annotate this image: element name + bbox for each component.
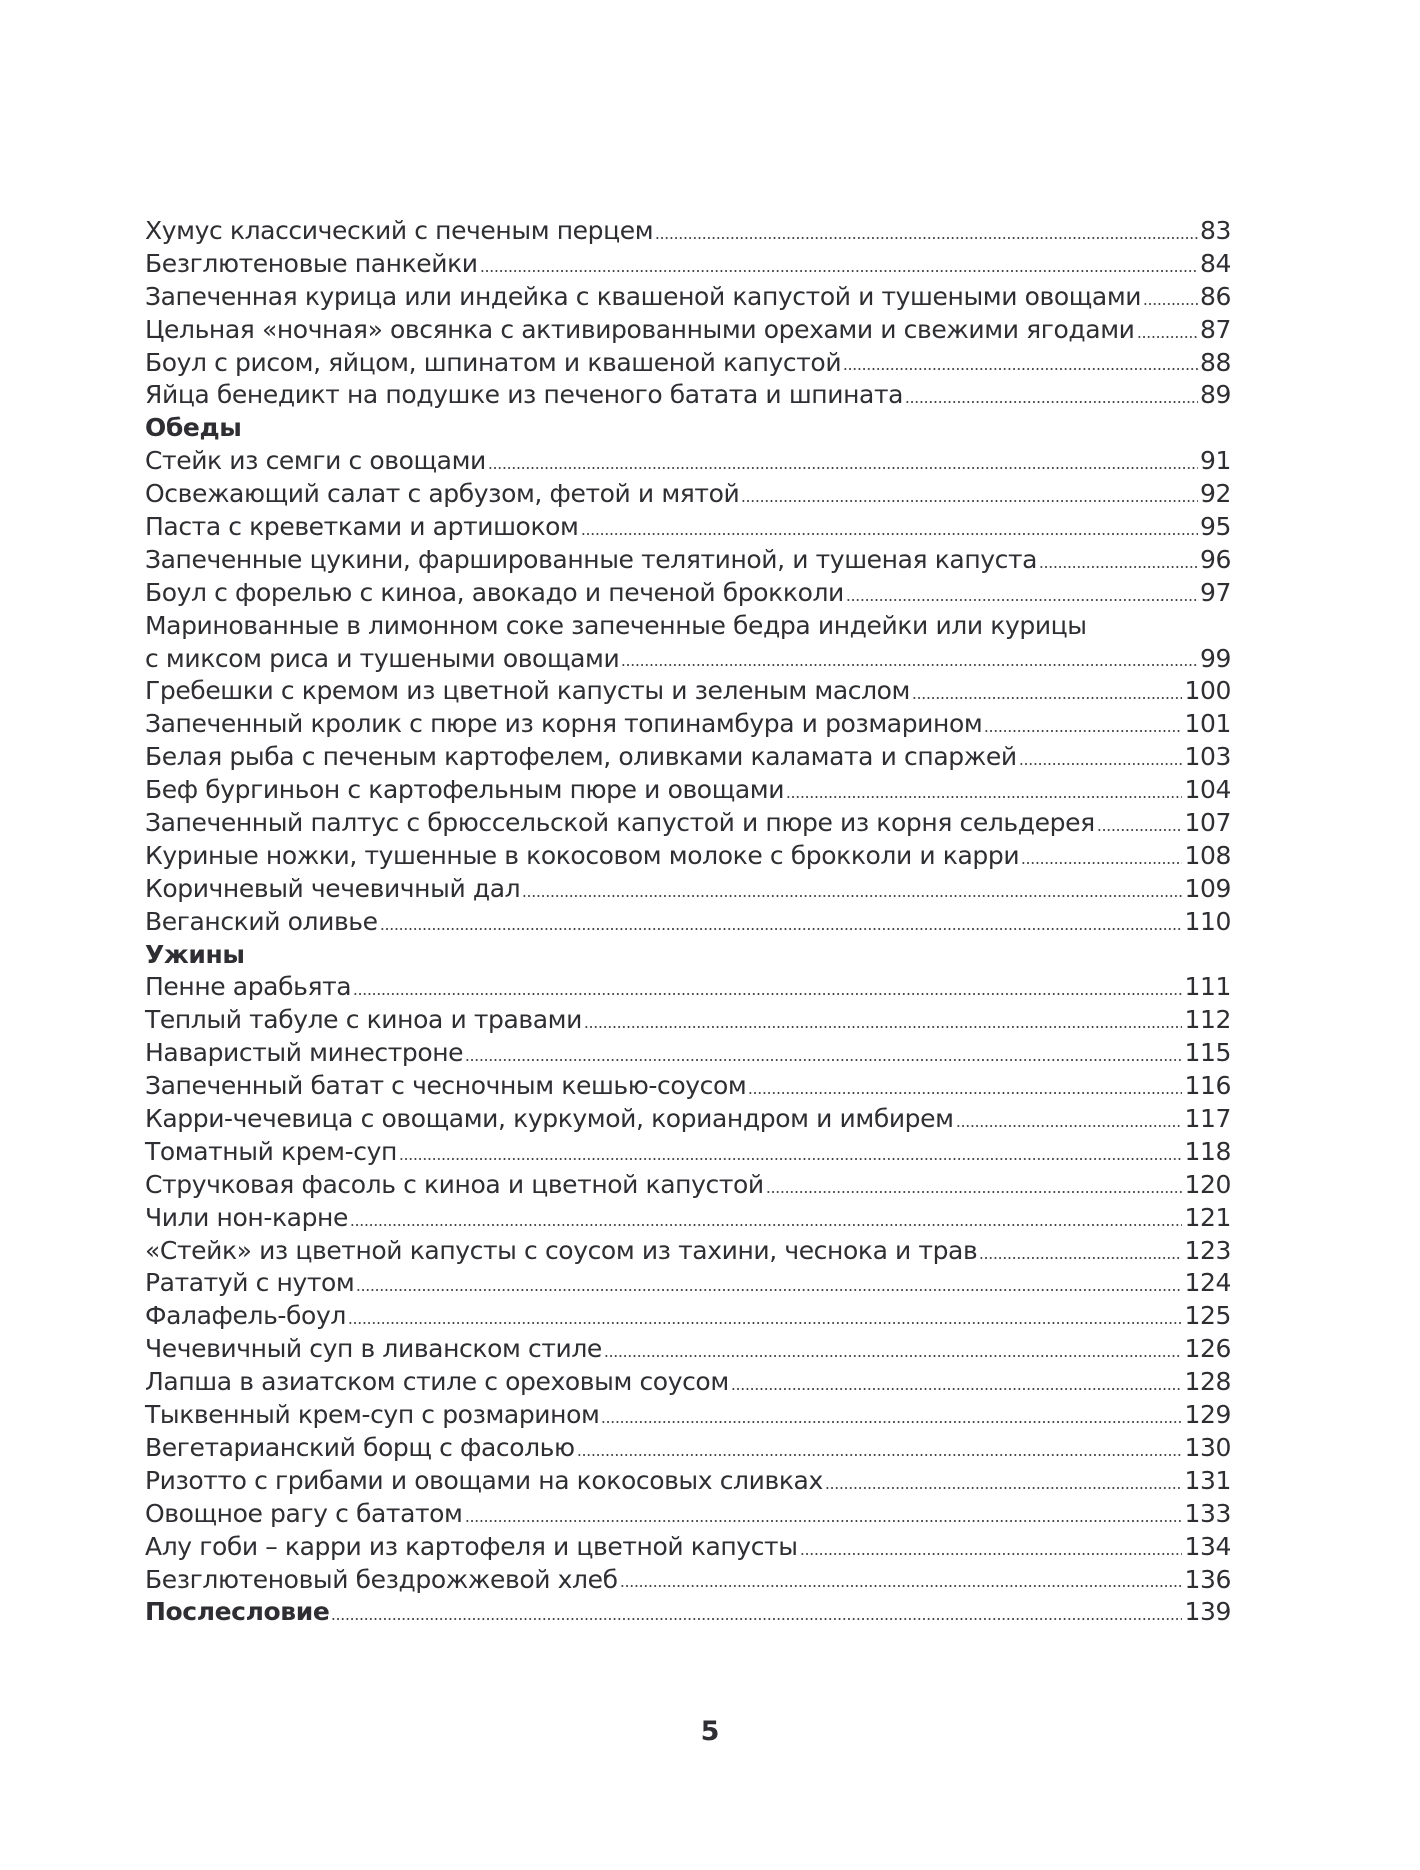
entry-page: 118 xyxy=(1184,1136,1231,1166)
entry-title: Запеченный кролик с пюре из корня топинамбура и розмарином xyxy=(145,709,983,739)
toc-entry[interactable] xyxy=(145,1300,1231,1333)
toc-entry[interactable] xyxy=(145,873,1231,906)
toc-entry[interactable] xyxy=(145,971,1231,1004)
dot-leader xyxy=(905,400,1198,404)
entry-title: Боул с рисом, яйцом, шпинатом и квашеной капустой xyxy=(145,347,842,377)
entry-title: Беф бургиньон с картофельным пюре и овощами xyxy=(145,775,785,805)
dot-leader xyxy=(846,598,1198,602)
dot-leader xyxy=(399,1157,1183,1161)
dot-leader xyxy=(584,1025,1183,1029)
toc-entry[interactable] xyxy=(145,807,1231,840)
entry-title: Коричневый чечевичный дал xyxy=(145,873,521,903)
toc-entry[interactable] xyxy=(145,445,1231,478)
dot-leader xyxy=(984,729,1182,733)
entry-title: Теплый табуле с киноа и травами xyxy=(145,1005,582,1035)
entry-page: 121 xyxy=(1184,1202,1231,1232)
entry-page: 117 xyxy=(1184,1104,1231,1134)
entry-page: 136 xyxy=(1184,1564,1231,1594)
entry-page: 120 xyxy=(1184,1169,1231,1199)
toc-entry[interactable] xyxy=(145,281,1231,314)
toc-entry[interactable] xyxy=(145,1268,1231,1301)
entry-title: Томатный крем-суп xyxy=(145,1136,397,1166)
dot-leader xyxy=(522,894,1182,898)
dot-leader xyxy=(912,696,1182,700)
entry-page: 91 xyxy=(1199,446,1231,476)
section-heading-dinner xyxy=(145,939,1231,972)
entry-title: Запеченный палтус с брюссельской капустой и пюре из корня сельдерея xyxy=(145,808,1095,838)
page-number: 5 xyxy=(700,1716,720,1747)
entry-page: 129 xyxy=(1184,1400,1231,1430)
dot-leader xyxy=(465,1058,1182,1062)
entry-title: Овощное рагу с бататом xyxy=(145,1498,463,1528)
toc-entry[interactable] xyxy=(145,1037,1231,1070)
entry-page: 131 xyxy=(1184,1465,1231,1495)
entry-page: 115 xyxy=(1184,1038,1231,1068)
entry-page: 123 xyxy=(1184,1235,1231,1265)
entry-title: Куриные ножки, тушенные в кокосовом молоке с брокколи и карри xyxy=(145,840,1020,870)
entry-title: Послесловие xyxy=(145,1597,330,1627)
entry-title: Лапша в азиатском стиле с ореховым соусом xyxy=(145,1367,729,1397)
entry-title: Пенне арабьята xyxy=(145,972,352,1002)
dot-leader xyxy=(581,532,1198,536)
entry-title: Паста с креветками и артишоком xyxy=(145,512,579,541)
entry-page: 96 xyxy=(1199,544,1231,574)
dot-leader xyxy=(604,1354,1183,1358)
entry-page: 86 xyxy=(1199,281,1231,311)
dot-leader xyxy=(353,992,1182,996)
toc-entry[interactable] xyxy=(145,774,1231,807)
toc-entry[interactable] xyxy=(145,248,1231,281)
toc-entry[interactable] xyxy=(145,347,1231,380)
toc-entry[interactable] xyxy=(145,1399,1231,1432)
dot-leader xyxy=(356,1288,1182,1292)
toc-entry[interactable] xyxy=(145,1169,1231,1202)
toc-entry-line1[interactable] xyxy=(145,610,1231,643)
dot-leader xyxy=(979,1256,1182,1260)
entry-title: Гребешки с кремом из цветной капусты и зеленым маслом xyxy=(145,676,911,706)
entry-title: Хумус классический с печеным перцем xyxy=(145,215,654,245)
toc-entry[interactable] xyxy=(145,708,1231,741)
entry-page: 84 xyxy=(1199,248,1231,278)
toc-entry[interactable] xyxy=(145,544,1231,577)
entry-title: Веганский оливье xyxy=(145,906,378,936)
section-title: Ужины xyxy=(145,939,245,969)
toc-entry[interactable] xyxy=(145,1235,1231,1268)
entry-page: 134 xyxy=(1184,1531,1231,1561)
dot-leader xyxy=(331,1617,1182,1621)
entry-page: 83 xyxy=(1199,215,1231,245)
entry-title: Запеченная курица или индейка с квашеной капустой и тушеными овощами xyxy=(145,281,1142,311)
entry-title: Карри-чечевица с овощами, куркумой, кориандром и имбирем xyxy=(145,1104,954,1134)
entry-title: Белая рыба с печеным картофелем, оливками каламата и спаржей xyxy=(145,742,1017,772)
entry-page: 101 xyxy=(1184,709,1231,739)
entry-title: Запеченный батат с чесночным кешью-соусом xyxy=(145,1071,747,1101)
entry-page: 128 xyxy=(1184,1367,1231,1397)
dot-leader xyxy=(825,1486,1183,1490)
entry-title: Алу гоби – карри из картофеля и цветной капусты xyxy=(145,1531,798,1561)
toc-entry[interactable] xyxy=(145,379,1231,412)
entry-title: Яйца бенедикт на подушке из печеного батата и шпината xyxy=(145,380,904,410)
toc-entry[interactable] xyxy=(145,1136,1231,1169)
entry-title: Безглютеновый бездрожжевой хлеб xyxy=(145,1564,618,1594)
dot-leader xyxy=(731,1387,1183,1391)
entry-page: 126 xyxy=(1184,1334,1231,1364)
section-title: Обеды xyxy=(145,413,242,443)
dot-leader xyxy=(620,1584,1183,1588)
dot-leader xyxy=(380,927,1183,931)
toc-entry[interactable] xyxy=(145,1465,1231,1498)
section-heading-lunch xyxy=(145,412,1231,445)
toc-entry[interactable] xyxy=(145,1531,1231,1564)
entry-title: с миксом риса и тушеными овощами xyxy=(145,643,620,673)
entry-page: 100 xyxy=(1184,676,1231,706)
toc-entry[interactable] xyxy=(145,840,1231,873)
toc-entry-afterword[interactable] xyxy=(145,1596,1231,1629)
dot-leader xyxy=(488,466,1198,470)
dot-leader xyxy=(843,367,1198,371)
entry-title: Фалафель-боул xyxy=(145,1301,346,1331)
toc-entry[interactable] xyxy=(145,1333,1231,1366)
entry-title: Вегетарианский борщ с фасолью xyxy=(145,1432,575,1462)
dot-leader xyxy=(748,1091,1182,1095)
entry-page: 130 xyxy=(1184,1432,1231,1462)
entry-title: Стручковая фасоль с киноа и цветной капустой xyxy=(145,1169,764,1199)
dot-leader xyxy=(1019,762,1183,766)
entry-page: 97 xyxy=(1199,577,1231,607)
toc-entry[interactable] xyxy=(145,1070,1231,1103)
entry-title: Рататуй с нутом xyxy=(145,1268,355,1298)
entry-title: Чили нон-карне xyxy=(145,1202,348,1232)
dot-leader xyxy=(601,1420,1182,1424)
dot-leader xyxy=(577,1453,1183,1457)
entry-page: 104 xyxy=(1184,775,1231,805)
toc-entry[interactable] xyxy=(145,478,1231,511)
dot-leader xyxy=(350,1223,1182,1227)
entry-page: 88 xyxy=(1199,347,1231,377)
dot-leader xyxy=(800,1552,1183,1556)
dot-leader xyxy=(741,499,1198,503)
table-of-contents xyxy=(145,215,1231,1629)
toc-entry[interactable] xyxy=(145,675,1231,708)
dot-leader xyxy=(1143,302,1198,306)
dot-leader xyxy=(766,1190,1183,1194)
entry-page: 92 xyxy=(1199,479,1231,509)
toc-entry[interactable] xyxy=(145,643,1231,676)
entry-page: 125 xyxy=(1184,1301,1231,1331)
toc-entry[interactable] xyxy=(145,314,1231,347)
entry-page: 112 xyxy=(1184,1005,1231,1035)
entry-page: 110 xyxy=(1184,906,1231,936)
entry-title: Цельная «ночная» овсянка с активированными орехами и свежими ягодами xyxy=(145,314,1135,344)
dot-leader xyxy=(1137,335,1198,339)
toc-entry[interactable] xyxy=(145,741,1231,774)
entry-page: 124 xyxy=(1184,1268,1231,1298)
dot-leader xyxy=(956,1124,1183,1128)
toc-entry[interactable] xyxy=(145,215,1231,248)
entry-page: 111 xyxy=(1184,972,1231,1002)
entry-page: 133 xyxy=(1184,1498,1231,1528)
dot-leader xyxy=(465,1519,1183,1523)
toc-entry[interactable] xyxy=(145,1202,1231,1235)
entry-page: 139 xyxy=(1184,1597,1231,1627)
toc-entry[interactable] xyxy=(145,511,1231,544)
dot-leader xyxy=(480,269,1198,273)
toc-entry[interactable] xyxy=(145,1103,1231,1136)
entry-title: Чечевичный суп в ливанском стиле xyxy=(145,1334,602,1364)
dot-leader xyxy=(1021,861,1182,865)
entry-title-line1: Маринованные в лимонном соке запеченные бедра индейки или курицы xyxy=(145,610,1087,640)
entry-page: 116 xyxy=(1184,1071,1231,1101)
entry-page: 99 xyxy=(1199,643,1231,673)
entry-page: 87 xyxy=(1199,314,1231,344)
dot-leader xyxy=(348,1321,1183,1325)
entry-title: «Стейк» из цветной капусты с соусом из тахини, чеснока и трав xyxy=(145,1235,978,1265)
toc-entry[interactable] xyxy=(145,906,1231,939)
entry-title: Ризотто с грибами и овощами на кокосовых сливках xyxy=(145,1465,823,1495)
entry-page: 89 xyxy=(1199,380,1231,410)
entry-page: 108 xyxy=(1184,840,1231,870)
dot-leader xyxy=(1097,828,1183,832)
toc-entry[interactable] xyxy=(145,1366,1231,1399)
dot-leader xyxy=(1039,565,1198,569)
entry-title: Стейк из семги с овощами xyxy=(145,446,486,476)
toc-entry[interactable] xyxy=(145,1004,1231,1037)
entry-title: Тыквенный крем-суп с розмарином xyxy=(145,1400,600,1430)
entry-title: Безглютеновые панкейки xyxy=(145,248,478,278)
dot-leader xyxy=(655,236,1198,240)
entry-title: Освежающий салат с арбузом, фетой и мятой xyxy=(145,479,740,509)
dot-leader xyxy=(786,795,1182,799)
toc-entry[interactable] xyxy=(145,1498,1231,1531)
entry-page: 103 xyxy=(1184,742,1231,772)
entry-title: Наваристый минестроне xyxy=(145,1038,464,1068)
toc-entry[interactable] xyxy=(145,1564,1231,1597)
entry-page: 95 xyxy=(1199,512,1231,541)
dot-leader xyxy=(621,663,1198,667)
entry-page: 109 xyxy=(1184,873,1231,903)
entry-title: Боул с форелью с киноа, авокадо и печеной брокколи xyxy=(145,577,844,607)
toc-entry[interactable] xyxy=(145,577,1231,610)
entry-page: 107 xyxy=(1184,808,1231,838)
entry-title: Запеченные цукини, фаршированные телятиной, и тушеная капуста xyxy=(145,544,1038,574)
toc-entry[interactable] xyxy=(145,1432,1231,1465)
